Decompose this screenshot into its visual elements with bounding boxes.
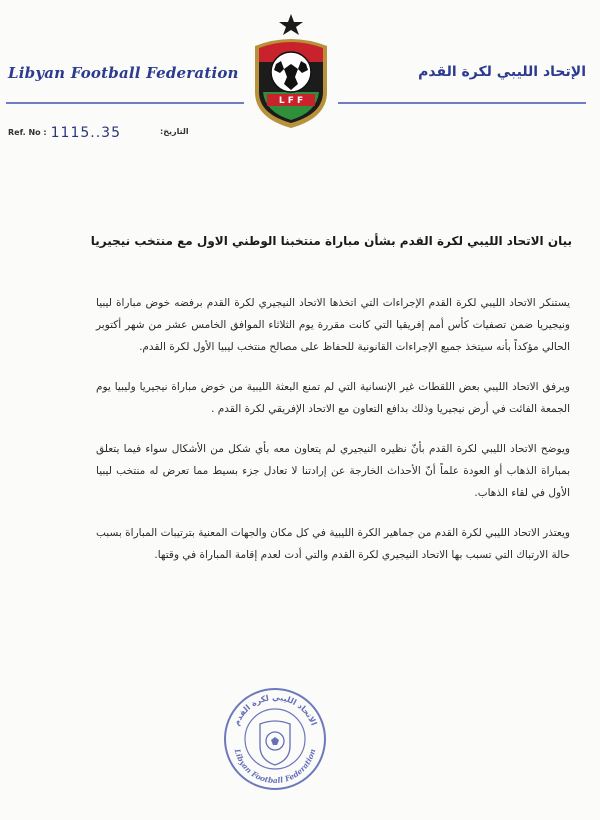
federation-logo-icon	[247, 12, 335, 134]
body-paragraph: ويعتذر الاتحاد الليبي لكرة القدم من جماهير الكرة الليبية في كل مكان والجهات المعنية بترتيبات المباراة بسبب حالة الارتباك التي تسبب بها الاتحاد النيجيري لكرة القدم والتي أدت لعدم إقامة المباراة في وقتها.	[96, 527, 570, 561]
logo-initials: L F F	[278, 96, 304, 106]
official-stamp-icon	[222, 686, 328, 792]
header-rule-left	[6, 102, 244, 104]
header-rule-right	[338, 102, 586, 104]
star-icon	[279, 14, 303, 35]
reference-number: 1115..35	[50, 125, 121, 141]
statement-body	[96, 292, 570, 584]
org-name-arabic: الإتحاد الليبي لكرة القدم	[418, 64, 586, 80]
org-name-english: Libyan Football Federation	[8, 64, 239, 82]
date-label: التاريخ:	[160, 127, 189, 136]
stamp-english-text: Libyan Football Federation	[232, 747, 318, 786]
body-paragraph: يستنكر الاتحاد الليبي لكرة القدم الإجراءات التي اتخذها الاتحاد النيجيري لكرة القدم برفضه خوض مباراة ليبيا ونيجيريا ضمن تصفيات كأس أمم إفريقيا التي كانت مقررة يوم الثلاثاء الموافق الخامس عشر من شهر أكتوبر الحالي مؤكداً بأنه سيتخذ جميع الإجراءات القانونية للحفاظ على مصالح منتخب ليبيا الأول لكرة القدم.	[96, 297, 570, 353]
stamp-arabic-text: الاتحاد الليبي لكرة القدم	[231, 692, 319, 727]
reference-line	[8, 125, 121, 141]
reference-label: Ref. No :	[8, 128, 47, 137]
body-paragraph: ويرفق الاتحاد الليبي بعض اللقطات غير الإنسانية التي لم تمنع البعثة الليبية من خوض مباراة نيجيريا وليبيا يوم الجمعة الفائت في أرض نيجيريا وذلك بدافع التعاون مع الاتحاد الإفريقي لكرة القدم .	[96, 381, 570, 415]
body-paragraph: ويوضح الاتحاد الليبي لكرة القدم بأنّ نظيره النيجيري لم يتعاون معه بأي شكل من الأشكال سواء فيما يتعلق بمباراة الذهاب أو العودة علماً أنّ الأحداث الخارجة عن إرادتنا لا تعادل جزء بسيط مما تعرض له منتخب ليبيا الأول في لقاء الذهاب.	[96, 443, 570, 499]
statement-title: بيان الاتحاد الليبي لكرة القدم بشأن مباراة منتخبنا الوطني الاول مع منتخب نيجيريا	[90, 234, 572, 248]
